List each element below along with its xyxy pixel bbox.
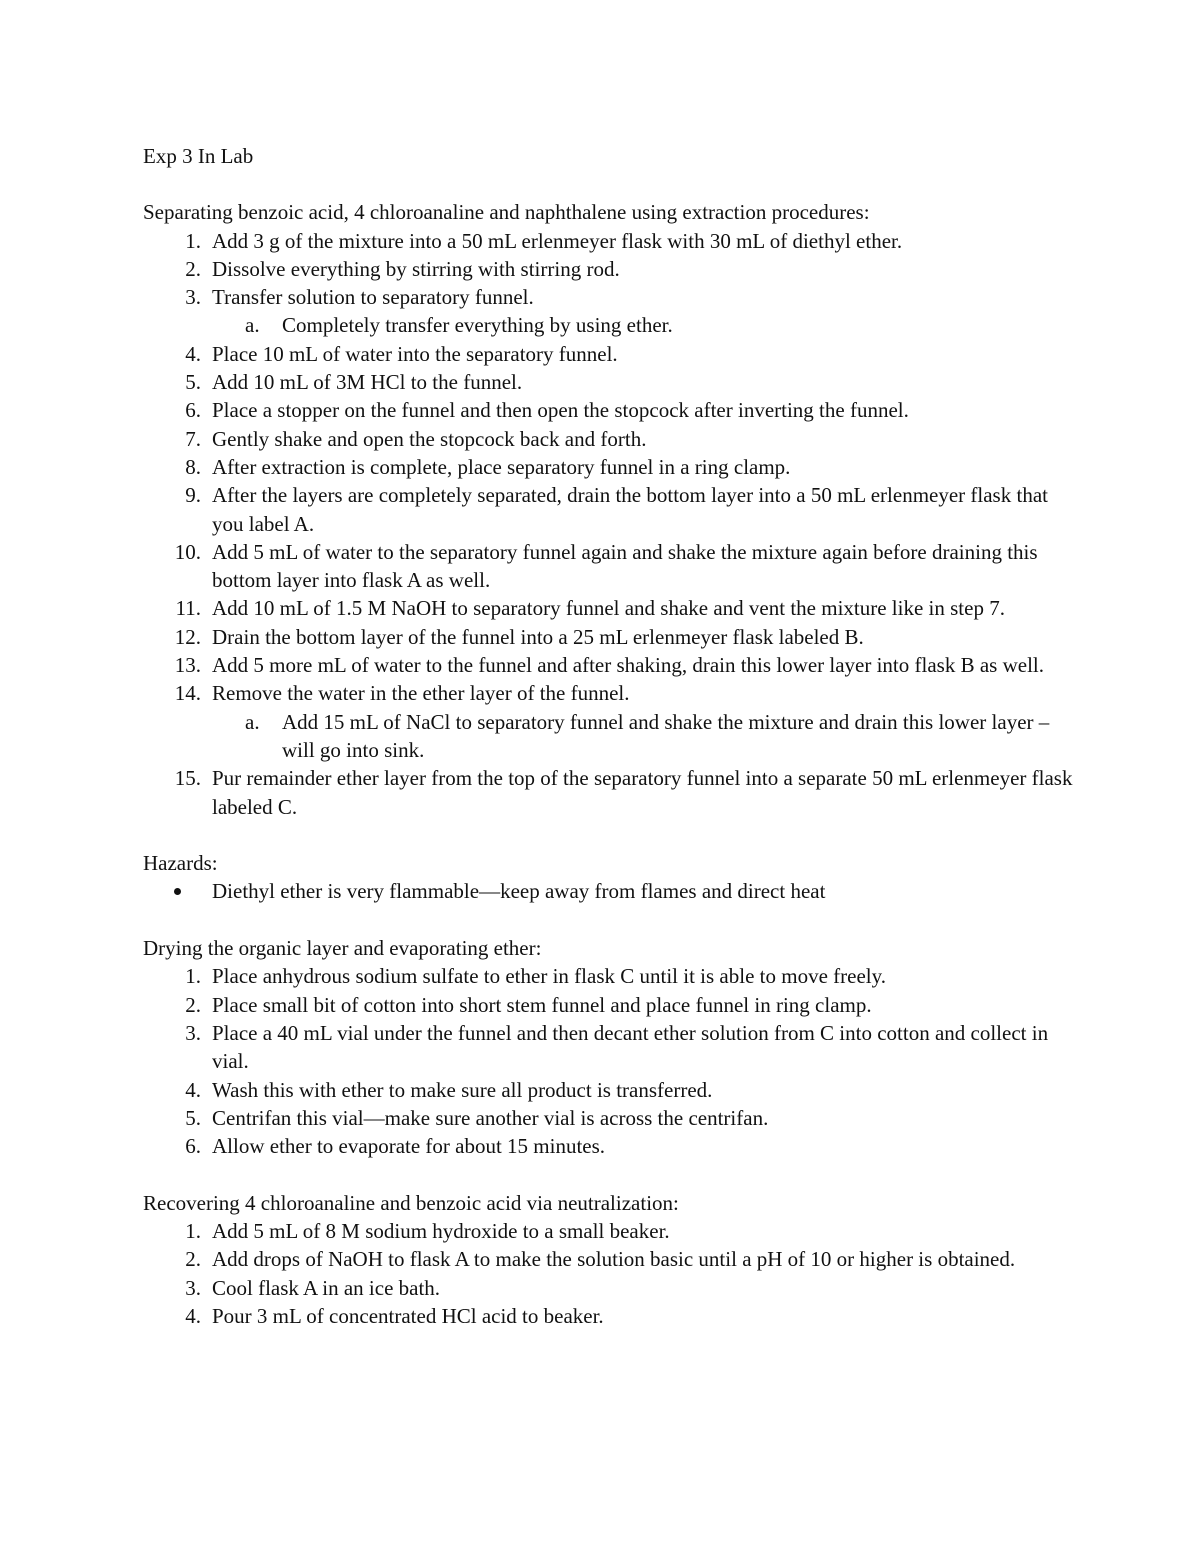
list-item — [143, 255, 1083, 283]
list-text: Remove the water in the ether layer of the funnel. — [212, 681, 630, 706]
list-item — [143, 1132, 1083, 1160]
list-number: 12. — [174, 624, 201, 649]
list-text: Wash this with ether to make sure all product is transferred. — [212, 1077, 713, 1102]
list-item — [143, 764, 1083, 821]
list-item — [143, 1245, 1083, 1273]
list-item — [143, 453, 1083, 481]
list-text: Drain the bottom layer of the funnel into a 25 mL erlenmeyer flask labeled B. — [212, 624, 864, 649]
list-item — [143, 679, 1083, 707]
bullet-text: Diethyl ether is very flammable—keep away from flames and direct heat — [212, 879, 826, 904]
list-item — [143, 340, 1083, 368]
list-text: Centrifan this vial—make sure another vial is across the centrifan. — [212, 1105, 769, 1130]
list-number: 2. — [185, 992, 201, 1017]
drying-heading: Drying the organic layer and evaporating ether: — [143, 936, 542, 961]
list-text: Place 10 mL of water into the separatory funnel. — [212, 341, 618, 366]
list-item — [143, 396, 1083, 424]
document-title: Exp 3 In Lab — [143, 144, 254, 168]
list-number: 2. — [185, 256, 201, 281]
list-number: 2. — [185, 1247, 201, 1272]
recovering-steps — [143, 1217, 1083, 1330]
spacer — [143, 1160, 1083, 1188]
list-number: 4. — [185, 1303, 201, 1328]
list-text: Add 10 mL of 1.5 M NaOH to separatory funnel and shake and vent the mixture like in step 7. — [212, 596, 1005, 621]
spacer — [143, 906, 1083, 934]
list-text: Add 3 g of the mixture into a 50 mL erlenmeyer flask with 30 mL of diethyl ether. — [212, 228, 903, 253]
list-item — [143, 962, 1083, 990]
list-item — [143, 283, 1083, 311]
bullet-icon — [174, 888, 181, 895]
list-text: After the layers are completely separated, drain the bottom layer into a 50 mL erlenmeyer flask that you label A. — [212, 483, 1048, 536]
list-item — [143, 425, 1083, 453]
list-number: 13. — [174, 653, 201, 678]
bullet-item — [143, 877, 1083, 905]
list-item — [143, 651, 1083, 679]
list-number: 3. — [185, 1275, 201, 1300]
list-text: Cool flask A in an ice bath. — [212, 1275, 441, 1300]
list-text: Add drops of NaOH to flask A to make the solution basic until a pH of 10 or higher is obtained. — [212, 1247, 1016, 1272]
hazards-list — [143, 877, 1083, 905]
list-text: Add 5 mL of 8 M sodium hydroxide to a small beaker. — [212, 1218, 670, 1243]
list-text: Allow ether to evaporate for about 15 minutes. — [212, 1134, 606, 1159]
document-page — [143, 142, 1083, 1330]
extraction-heading: Separating benzoic acid, 4 chloroanaline and naphthalene using extraction procedures: — [143, 200, 870, 225]
list-number: 1. — [185, 228, 201, 253]
list-text: Place a stopper on the funnel and then open the stopcock after inverting the funnel. — [212, 398, 909, 423]
spacer — [143, 170, 1083, 198]
list-text: Add 5 more mL of water to the funnel and after shaking, drain this lower layer into flask B as well. — [212, 653, 1044, 678]
list-item — [143, 1217, 1083, 1245]
list-number: 6. — [185, 398, 201, 423]
list-number: 11. — [175, 596, 201, 621]
list-item — [143, 1274, 1083, 1302]
list-text: Pour 3 mL of concentrated HCl acid to beaker. — [212, 1303, 604, 1328]
sub-list-letter: a. — [245, 313, 260, 338]
spacer — [143, 821, 1083, 849]
list-number: 3. — [185, 1020, 201, 1045]
list-number: 7. — [185, 426, 201, 451]
sub-list-item — [143, 311, 1083, 339]
list-text: Add 15 mL of NaCl to separatory funnel and shake the mixture and drain this lower layer – will go into sink. — [282, 709, 1050, 762]
list-number: 10. — [174, 539, 201, 564]
list-number: 14. — [174, 681, 201, 706]
list-number: 8. — [185, 454, 201, 479]
list-number: 1. — [185, 1218, 201, 1243]
list-item — [143, 368, 1083, 396]
list-text: Place a 40 mL vial under the funnel and then decant ether solution from C into cotton and collect in vial. — [212, 1020, 1049, 1074]
list-item — [143, 623, 1083, 651]
list-text: After extraction is complete, place separatory funnel in a ring clamp. — [212, 454, 791, 479]
list-item — [143, 1076, 1083, 1104]
list-number: 5. — [185, 370, 201, 395]
sub-list-letter: a. — [245, 709, 260, 734]
list-text: Transfer solution to separatory funnel. — [212, 285, 534, 310]
list-text: Pur remainder ether layer from the top of the separatory funnel into a separate 50 mL erlenmeyer flask labeled C. — [212, 766, 1073, 819]
list-text: Completely transfer everything by using ether. — [282, 313, 673, 338]
list-text: Add 10 mL of 3M HCl to the funnel. — [212, 370, 523, 395]
hazards-heading: Hazards: — [143, 851, 218, 876]
list-number: 1. — [185, 964, 201, 989]
list-text: Place small bit of cotton into short stem funnel and place funnel in ring clamp. — [212, 992, 872, 1017]
list-text: Add 5 mL of water to the separatory funnel again and shake the mixture again before draining this bottom layer into flask A as well. — [212, 539, 1038, 593]
list-text: Place anhydrous sodium sulfate to ether in flask C until it is able to move freely. — [212, 964, 886, 989]
list-item — [143, 991, 1083, 1019]
recovering-heading: Recovering 4 chloroanaline and benzoic acid via neutralization: — [143, 1190, 679, 1215]
list-item — [143, 481, 1083, 538]
list-text: Dissolve everything by stirring with stirring rod. — [212, 256, 620, 281]
list-item — [143, 1019, 1083, 1076]
list-number: 3. — [185, 285, 201, 310]
list-number: 15. — [174, 766, 201, 791]
drying-steps — [143, 962, 1083, 1160]
list-item — [143, 1104, 1083, 1132]
list-item — [143, 594, 1083, 622]
extraction-steps — [143, 227, 1083, 821]
list-number: 9. — [185, 483, 201, 508]
list-number: 6. — [185, 1134, 201, 1159]
sub-list-item — [143, 708, 1083, 765]
list-item — [143, 1302, 1083, 1330]
list-text: Gently shake and open the stopcock back and forth. — [212, 426, 647, 451]
list-number: 4. — [185, 1077, 201, 1102]
list-item — [143, 227, 1083, 255]
list-number: 4. — [185, 341, 201, 366]
list-item — [143, 538, 1083, 595]
list-number: 5. — [185, 1105, 201, 1130]
